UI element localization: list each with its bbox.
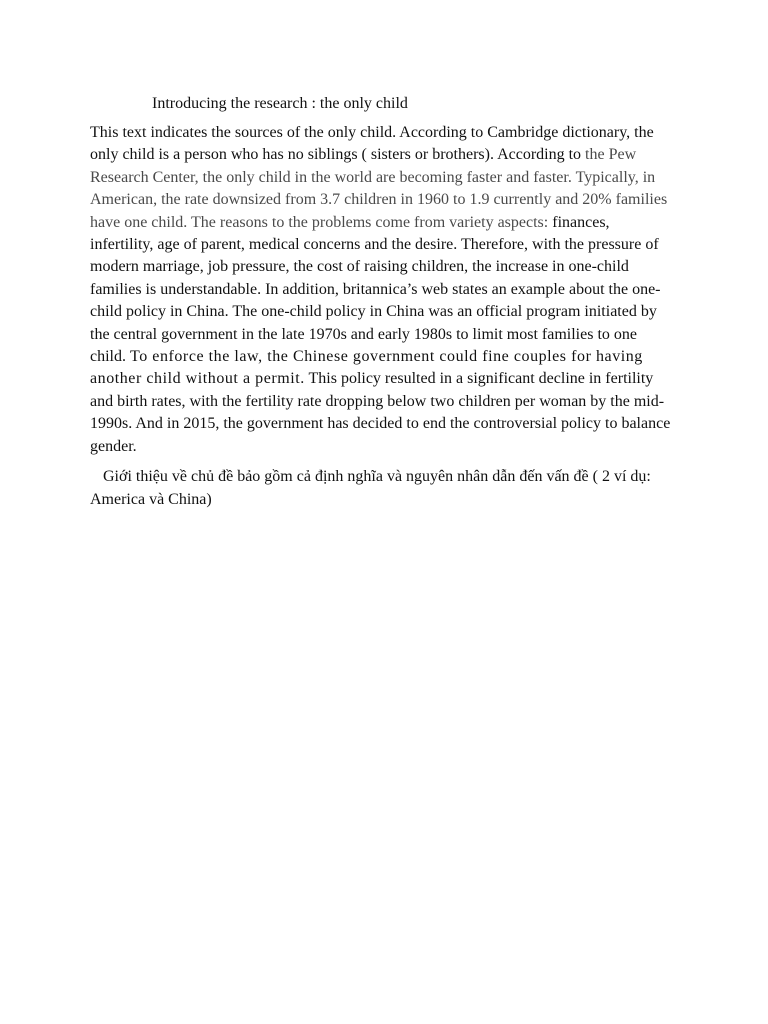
document-page (90, 94, 672, 511)
vietnamese-note: Giới thiệu về chủ đề bảo gồm cả định nghĩa và nguyên nhân dẫn đến vấn đề ( 2 ví dụ: America và China) (90, 468, 651, 508)
paragraph-segment-pew-research: the Pew Research Center, the only child in the world are becoming faster and faster. Typically, in American, the rate downsized from 3.7 children in 1960 to 1.9 currently and 20% families have one child. The reasons to the problems come from variety aspects: (90, 146, 668, 231)
paragraph-segment-intro: This text indicates the sources of the only child. According to Cambridge dictionary, the only child is a person who has no siblings ( sisters or brothers). According to (90, 124, 654, 164)
paragraph-segment-reasons: finances, infertility, age of parent, medical concerns and the desire. Therefore, with the pressure of modern marriage, job pressure, the cost of raising children, the increase in one-child families is understandable. In addition, britannica’s web states an example about the one-child policy in China. The one-child policy in China was an official program initiated by the central government in the late 1970s and early 1980s to limit most families to one child. (90, 213, 661, 366)
paragraph-segment-conclusion: This policy resulted in a significant decline in fertility and birth rates, with the fertility rate dropping below two children per woman by the mid-1990s. And in 2015, the government has decided to end the controversial policy to balance gender. (90, 370, 671, 455)
paragraph-segment-enforcement: To enforce the law, the Chinese government could fine couples for having another child without a permit. (90, 348, 643, 388)
document-title: Introducing the research : the only child (152, 95, 408, 112)
body-paragraph (90, 122, 672, 458)
